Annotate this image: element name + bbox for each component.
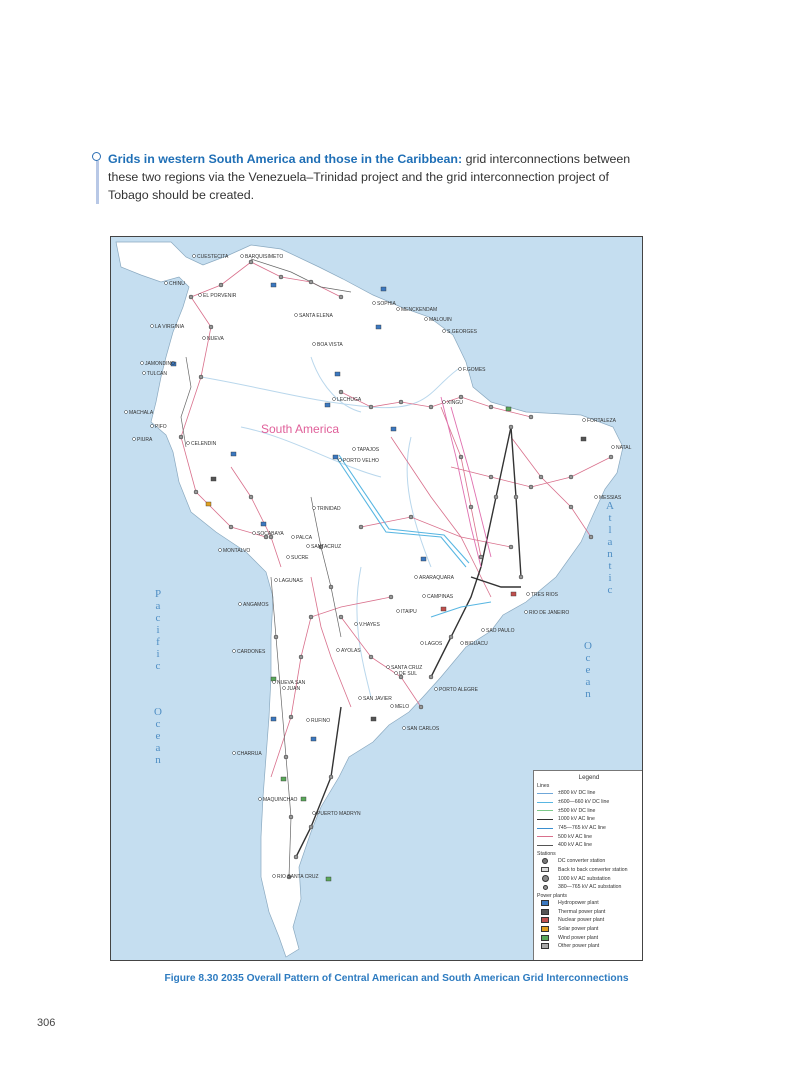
legend-lines-heading: Lines	[537, 783, 550, 789]
place-marker	[125, 411, 128, 414]
place-label: CAMPINAS	[427, 594, 454, 600]
place-marker	[527, 593, 530, 596]
legend-lines	[534, 789, 643, 850]
line-swatch-icon	[537, 810, 553, 811]
ocean-letter: l	[608, 524, 614, 536]
intro-lead: Grids in western South America and those in the Caribbean:	[108, 152, 463, 166]
place-label: RUFINO	[311, 718, 331, 724]
place-label: XINGU	[447, 400, 463, 406]
place-label: TULCAN	[147, 371, 168, 377]
place-label: MENCKENDAM	[401, 307, 438, 313]
ocean-letter: a	[585, 676, 593, 688]
place-label: PORTO VELHO	[343, 458, 379, 464]
place-label: MELO	[395, 704, 410, 710]
legend-stations-heading: Stations	[537, 850, 556, 857]
power-plant-icon	[541, 943, 549, 949]
place-marker	[199, 294, 202, 297]
place-marker	[287, 556, 290, 559]
legend-line-row	[537, 798, 643, 807]
place-label: SANTA CRUZ	[391, 665, 423, 671]
place-label: PIFO	[155, 424, 167, 430]
place-marker	[313, 812, 316, 815]
place-label: CUESTECITA	[197, 254, 229, 260]
place-label: LAGUNAS	[279, 578, 303, 584]
legend-label: 400 kV AC line	[558, 842, 593, 849]
line-swatch-icon	[537, 836, 553, 837]
ocean-letter: a	[155, 600, 163, 612]
place-label: S.GEORGES	[447, 329, 478, 335]
line-swatch-icon	[537, 802, 553, 803]
place-marker	[203, 337, 206, 340]
legend-line-row	[537, 841, 643, 850]
place-label: RIO DE JANEIRO	[529, 610, 570, 616]
legend-label: Hydropower plant	[558, 899, 599, 906]
legend-label: Nuclear power plant	[558, 917, 605, 924]
place-marker	[391, 705, 394, 708]
place-marker	[193, 255, 196, 258]
intro-paragraph	[96, 150, 648, 204]
ocean-letter: a	[607, 536, 615, 548]
place-marker	[273, 875, 276, 878]
legend-plant-row	[537, 925, 643, 934]
place-marker	[143, 372, 146, 375]
place-marker	[612, 446, 615, 449]
bullet-circle-icon	[92, 152, 101, 161]
place-marker	[259, 798, 262, 801]
place-label: F.GOMES	[463, 367, 486, 373]
place-label: FORTALEZA	[587, 418, 616, 424]
ocean-letter: c	[155, 718, 163, 730]
legend-label: Wind power plant	[558, 934, 599, 941]
region-label: South America	[261, 422, 340, 436]
place-label: LA VIRGINIA	[155, 324, 185, 330]
ocean-letter: i	[156, 648, 162, 660]
place-marker	[273, 681, 276, 684]
power-plant-icon	[541, 909, 549, 915]
legend-stations	[534, 857, 643, 892]
place-label: MACHALA	[129, 410, 154, 416]
ocean-letter: O	[584, 640, 594, 652]
place-label: TAPAJOS	[357, 447, 380, 453]
legend-line-row	[537, 832, 643, 841]
legend-label: ±500 kV DC line	[558, 807, 596, 814]
legend-label: 500 kV AC line	[558, 833, 593, 840]
ocean-letter: P	[154, 588, 164, 600]
place-label: ANGAMOS	[243, 602, 269, 608]
ocean-letter: n	[155, 754, 163, 766]
power-plant-icon	[541, 900, 549, 906]
power-plant-icon	[541, 935, 549, 941]
place-label: PUERTO MADRYN	[317, 811, 361, 817]
place-label: V.HAYES	[359, 622, 380, 628]
place-label: SANTACRUZ	[311, 544, 342, 550]
place-marker	[292, 536, 295, 539]
place-label: SANTA ELENA	[299, 313, 333, 319]
legend-label: 745—765 kV AC line	[558, 825, 606, 832]
ocean-letter: c	[155, 660, 163, 672]
ocean-letter: f	[156, 636, 162, 648]
legend-line-row	[537, 824, 643, 833]
ocean-letter: i	[608, 572, 614, 584]
place-marker	[482, 629, 485, 632]
place-marker	[359, 697, 362, 700]
place-marker	[443, 330, 446, 333]
intro-text	[108, 150, 648, 204]
place-marker	[355, 623, 358, 626]
legend-plants-heading: Power plants	[537, 892, 567, 899]
place-marker	[583, 419, 586, 422]
place-marker	[307, 545, 310, 548]
place-marker	[403, 727, 406, 730]
map-legend	[533, 770, 643, 961]
ocean-letter: A	[606, 500, 616, 512]
legend-label: 1000 kV AC line	[558, 816, 595, 823]
pacific-ocean-label	[154, 706, 164, 766]
place-marker	[233, 752, 236, 755]
legend-label: 380—765 kV AC substation	[558, 884, 622, 891]
place-label: CELENDIN	[191, 441, 217, 447]
ocean-letter: t	[608, 560, 614, 572]
atlantic-ocean-label	[584, 640, 594, 700]
place-marker	[425, 318, 428, 321]
place-marker	[241, 255, 244, 258]
place-marker	[525, 611, 528, 614]
legend-plants	[534, 899, 643, 951]
place-label: MAQUINCHAO	[263, 797, 298, 803]
place-label: EL PORVENIR	[203, 293, 237, 299]
legend-label: 1000 kV AC substation	[558, 875, 611, 882]
place-label: TRES RIOS	[531, 592, 558, 598]
place-marker	[333, 398, 336, 401]
place-marker	[397, 308, 400, 311]
line-swatch-icon	[537, 793, 553, 794]
atlantic-label	[606, 500, 616, 596]
intro-accent-bar	[96, 161, 99, 204]
grid-map-figure	[110, 236, 643, 961]
legend-plant-row	[537, 942, 643, 951]
place-label: MESSIAS	[599, 495, 622, 501]
place-marker	[283, 687, 286, 690]
ocean-letter: t	[608, 512, 614, 524]
place-marker	[239, 603, 242, 606]
place-label: NUEVA SAN	[277, 680, 306, 686]
page-number: 306	[37, 1017, 56, 1029]
legend-plant-row	[537, 907, 643, 916]
place-label: SAN JAVIER	[363, 696, 392, 702]
place-marker	[459, 368, 462, 371]
place-marker	[187, 442, 190, 445]
legend-plant-row	[537, 933, 643, 942]
place-marker	[395, 672, 398, 675]
legend-label: ±600—660 kV DC line	[558, 799, 610, 806]
pacific-label	[155, 588, 163, 672]
place-label: BOA VISTA	[317, 342, 343, 348]
place-label: SUCRE	[291, 555, 309, 561]
place-marker	[595, 496, 598, 499]
line-swatch-icon	[537, 845, 553, 846]
place-label: MONTALVO	[223, 548, 251, 554]
legend-line-row	[537, 789, 643, 798]
figure-caption: Figure 8.30 2035 Overall Pattern of Central American and South American Grid Interconnections	[164, 973, 629, 984]
place-label: CHINU	[169, 281, 185, 287]
place-marker	[219, 549, 222, 552]
place-marker	[387, 666, 390, 669]
legend-label: ±800 kV DC line	[558, 790, 596, 797]
ocean-letter: i	[156, 624, 162, 636]
place-marker	[397, 610, 400, 613]
place-label: MALOUIN	[429, 317, 452, 323]
power-plant-icon	[541, 926, 549, 932]
place-marker	[295, 314, 298, 317]
place-label: ARARAQUARA	[419, 575, 455, 581]
place-label: JUAN	[287, 686, 301, 692]
intro-body: grid interconnections between these two regions via the Venezuela–Trinidad project and the grid interconnection project of Tobago should be created.	[108, 152, 631, 202]
station-symbol-icon	[543, 885, 548, 890]
station-symbol-icon	[542, 858, 548, 864]
place-marker	[233, 650, 236, 653]
place-marker	[133, 438, 136, 441]
ocean-letter: a	[155, 742, 163, 754]
place-label: SAO PAULO	[486, 628, 515, 634]
legend-plant-row	[537, 916, 643, 925]
ocean-letter: e	[155, 730, 163, 742]
place-label: BARQUISIMETO	[245, 254, 284, 260]
place-marker	[435, 688, 438, 691]
place-marker	[313, 343, 316, 346]
place-label: SAN CARLOS	[407, 726, 440, 732]
place-marker	[141, 362, 144, 365]
power-plant-icon	[541, 917, 549, 923]
legend-station-row	[537, 883, 643, 892]
place-marker	[313, 507, 316, 510]
place-marker	[307, 719, 310, 722]
place-marker	[337, 649, 340, 652]
place-marker	[421, 642, 424, 645]
place-label: PALCA	[296, 535, 313, 541]
ocean-letter: c	[585, 652, 593, 664]
place-label: NUEVA	[207, 336, 224, 342]
place-marker	[151, 425, 154, 428]
place-label: DE SUL	[399, 671, 418, 677]
place-marker	[339, 459, 342, 462]
place-marker	[443, 401, 446, 404]
ocean-letter: O	[154, 706, 164, 718]
place-marker	[461, 642, 464, 645]
legend-label: Other power plant	[558, 943, 600, 950]
place-label: SOPHIA	[377, 301, 396, 307]
place-label: PORTO ALEGRE	[439, 687, 478, 693]
ocean-letter: n	[607, 548, 615, 560]
legend-label: DC converter station	[558, 858, 606, 865]
place-marker	[275, 579, 278, 582]
station-symbol-icon	[542, 875, 549, 882]
line-swatch-icon	[537, 819, 553, 820]
legend-label: Back to back converter station	[558, 866, 628, 873]
place-label: TRINIDAD	[317, 506, 341, 512]
ocean-letter: c	[607, 584, 615, 596]
legend-label: Thermal power plant	[558, 908, 606, 915]
place-marker	[151, 325, 154, 328]
place-marker	[253, 532, 256, 535]
legend-line-row	[537, 815, 643, 824]
place-label: AYOLAS	[341, 648, 361, 654]
legend-plant-row	[537, 899, 643, 908]
legend-station-row	[537, 874, 643, 883]
ocean-letter: n	[585, 688, 593, 700]
legend-line-row	[537, 806, 643, 815]
legend-station-row	[537, 857, 643, 866]
place-label: PIURA	[137, 437, 153, 443]
place-marker	[353, 448, 356, 451]
place-label: LECHUGA	[337, 397, 362, 403]
ocean-letter: e	[585, 664, 593, 676]
place-label: BIGUACU	[465, 641, 488, 647]
legend-title: Legend	[578, 774, 600, 781]
station-symbol-icon	[541, 867, 549, 872]
place-label: SOCABAYA	[257, 531, 284, 537]
place-label: ITAIPU	[401, 609, 417, 615]
place-label: RIO SANTA CRUZ	[277, 874, 319, 880]
place-marker	[415, 576, 418, 579]
place-label: CARDONES	[237, 649, 266, 655]
line-swatch-icon	[537, 828, 553, 829]
ocean-letter: c	[155, 612, 163, 624]
place-label: LAGOS	[425, 641, 443, 647]
place-label: NATAL	[616, 445, 632, 451]
legend-station-row	[537, 866, 643, 875]
place-marker	[373, 302, 376, 305]
legend-label: Solar power plant	[558, 925, 599, 932]
place-label: CHARRUA	[237, 751, 262, 757]
place-label: JAMONDINO	[145, 361, 175, 367]
place-marker	[423, 595, 426, 598]
place-marker	[165, 282, 168, 285]
